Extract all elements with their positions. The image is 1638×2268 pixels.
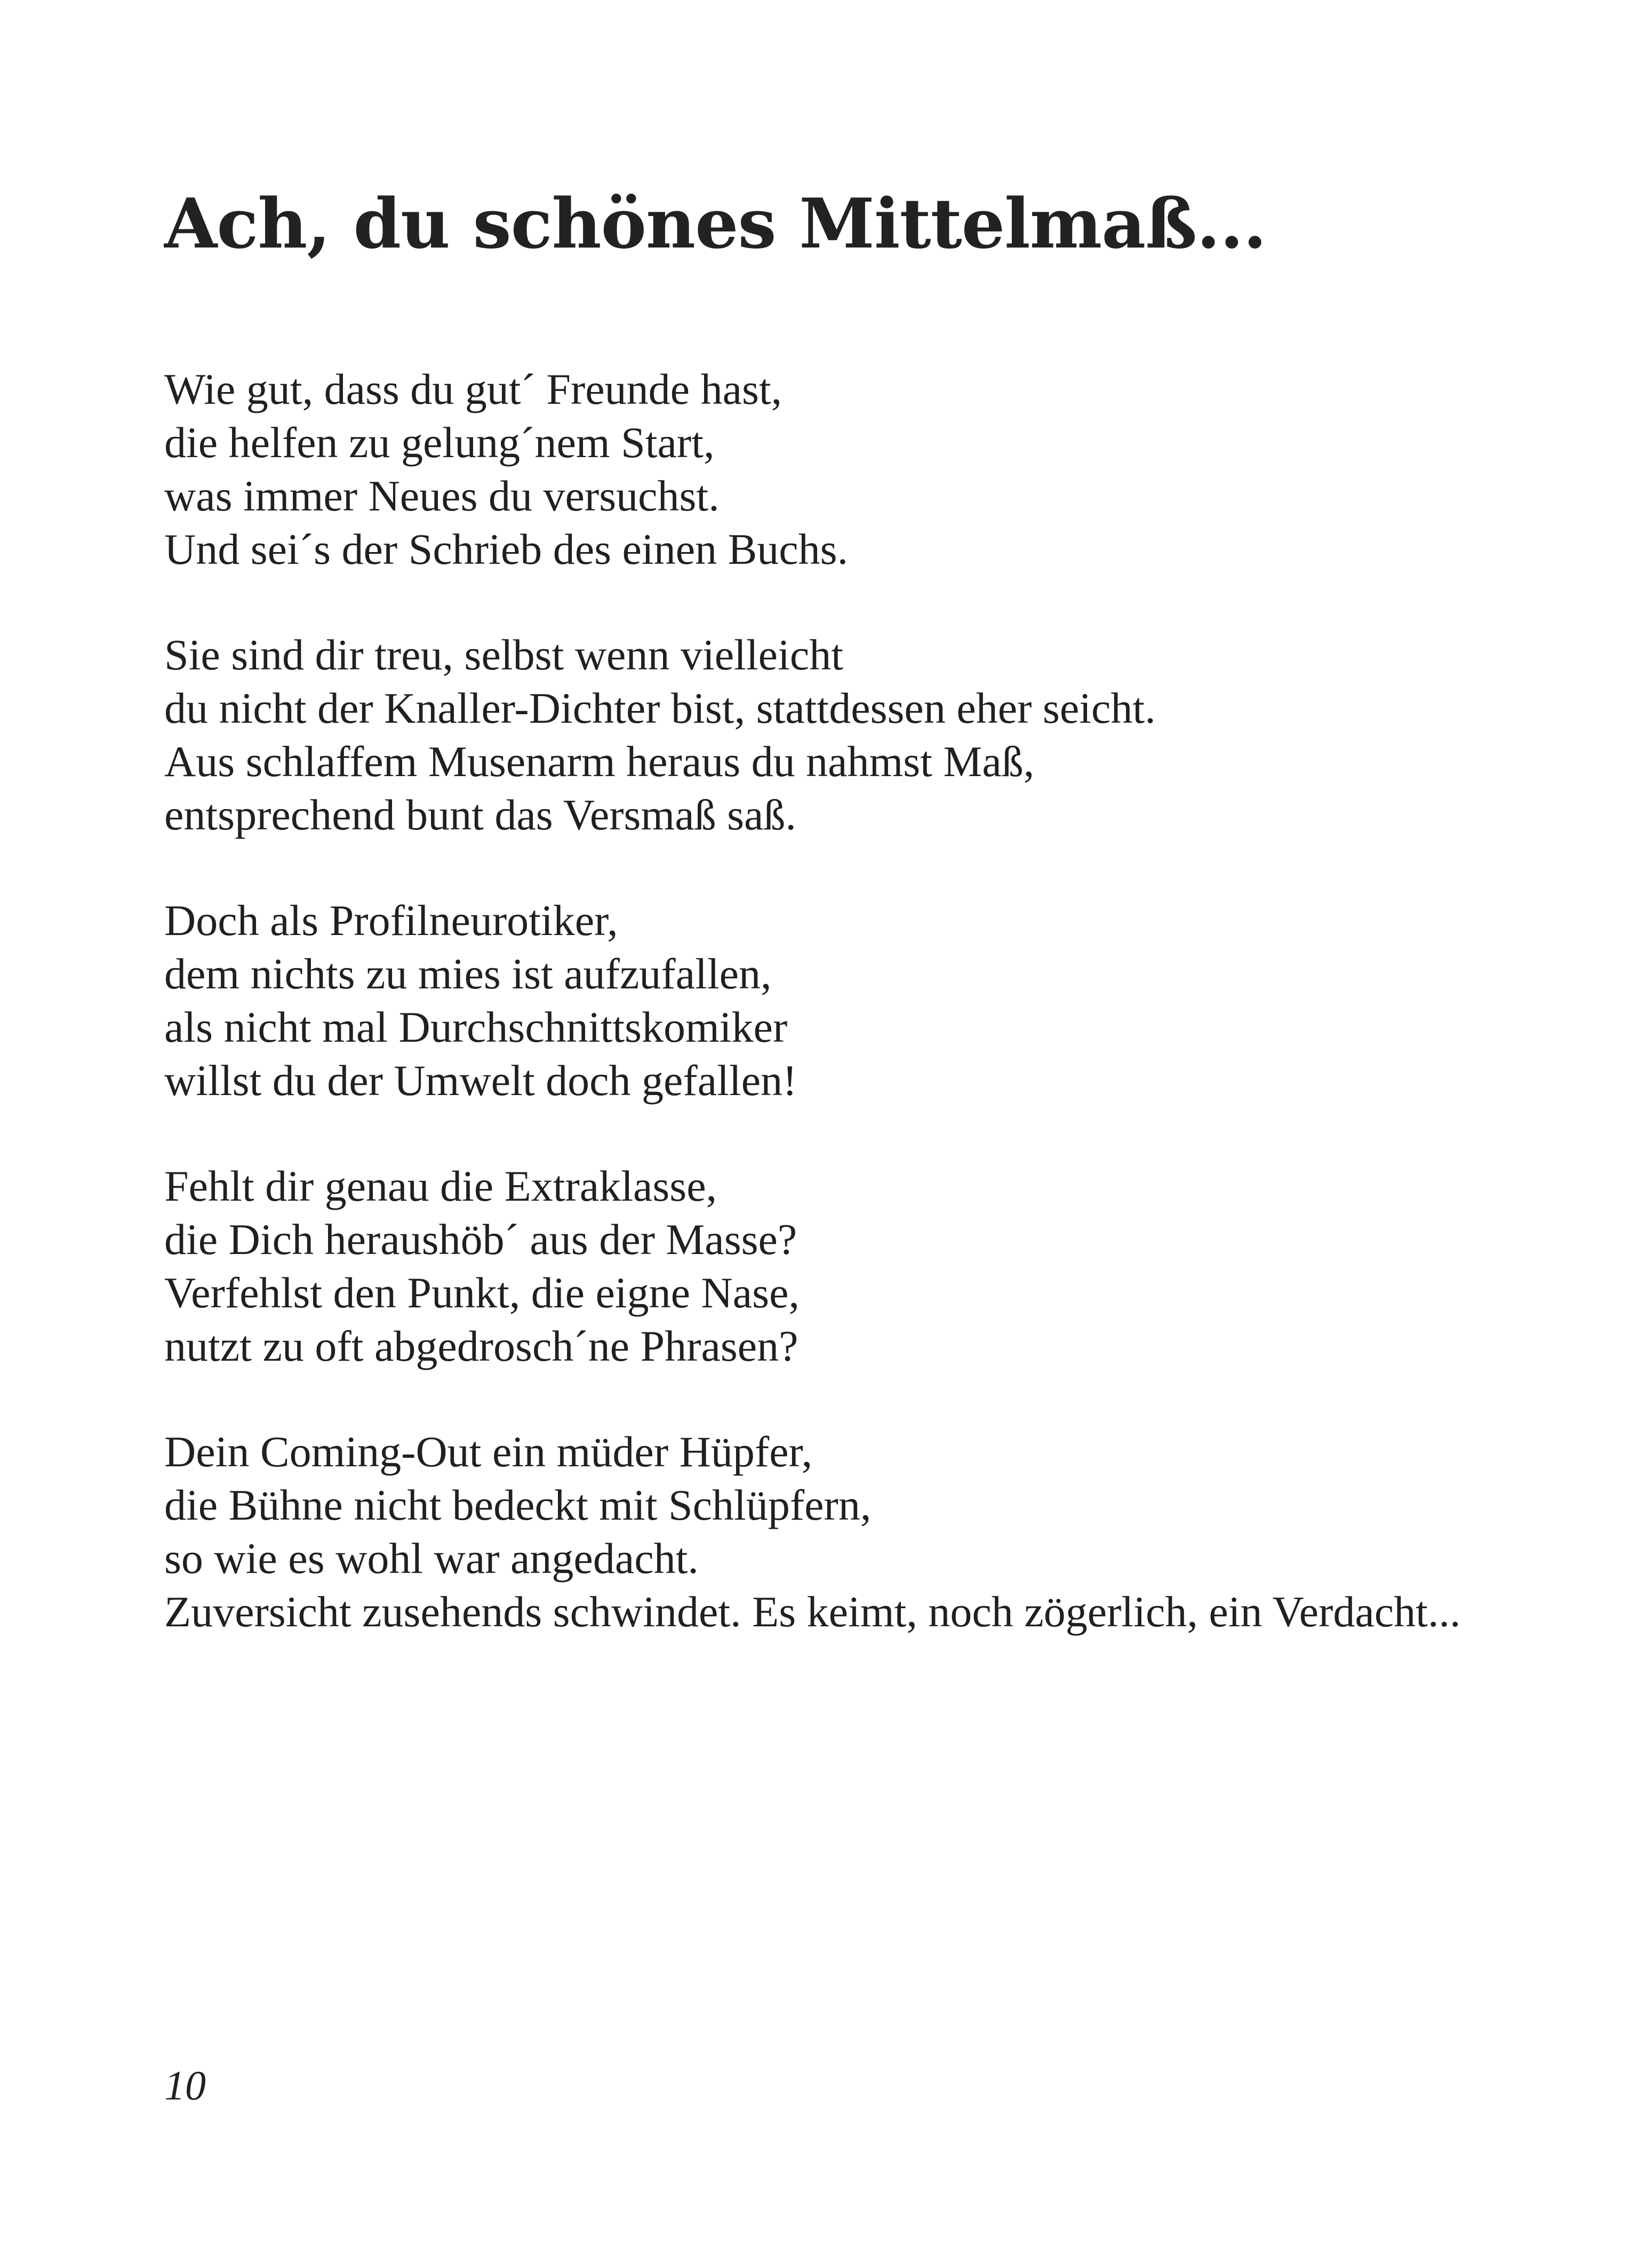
poem-line: Sie sind dir treu, selbst wenn vielleicht (164, 630, 844, 679)
poem-body (164, 363, 1551, 1691)
poem-line: Aus schlaffem Musenarm heraus du nahmst Maß, (164, 737, 1035, 786)
stanza (164, 1160, 1551, 1373)
stanza (164, 363, 1551, 576)
poem-line: nutzt zu oft abgedrosch´ne Phrasen? (164, 1322, 798, 1370)
poem-line: dem nichts zu mies ist aufzufallen, (164, 949, 772, 998)
poem-line: Und sei´s der Schrieb des einen Buchs. (164, 525, 849, 573)
page-number: 10 (164, 2062, 206, 2109)
stanza (164, 894, 1551, 1107)
poem-title: Ach, du schönes Mittelmaß... (164, 184, 1267, 264)
poem-line: die Dich heraushöb´ aus der Masse? (164, 1215, 797, 1264)
poem-line: Zuversicht zusehends schwindet. Es keimt, noch zögerlich, ein Verdacht... (164, 1587, 1461, 1636)
poem-line: Wie gut, dass du gut´ Freunde hast, (164, 365, 782, 413)
poem-line: willst du der Umwelt doch gefallen! (164, 1056, 797, 1105)
poem-line: so wie es wohl war angedacht. (164, 1534, 699, 1583)
poem-line: du nicht der Knaller-Dichter bist, stattdessen eher seicht. (164, 684, 1156, 732)
stanza (164, 628, 1551, 842)
poem-line: Doch als Profilneurotiker, (164, 896, 618, 945)
poem-line: die Bühne nicht bedeckt mit Schlüpfern, (164, 1481, 872, 1529)
stanza (164, 1425, 1551, 1639)
poem-line: Fehlt dir genau die Extraklasse, (164, 1162, 717, 1210)
poem-line: die helfen zu gelung´nem Start, (164, 418, 715, 467)
poem-line: Dein Coming-Out ein müder Hüpfer, (164, 1427, 813, 1476)
poem-line: Verfehlst den Punkt, die eigne Nase, (164, 1268, 800, 1317)
poem-line: was immer Neues du versuchst. (164, 472, 720, 520)
poem-line: entsprechend bunt das Versmaß saß. (164, 790, 796, 839)
poem-line: als nicht mal Durchschnittskomiker (164, 1003, 788, 1051)
